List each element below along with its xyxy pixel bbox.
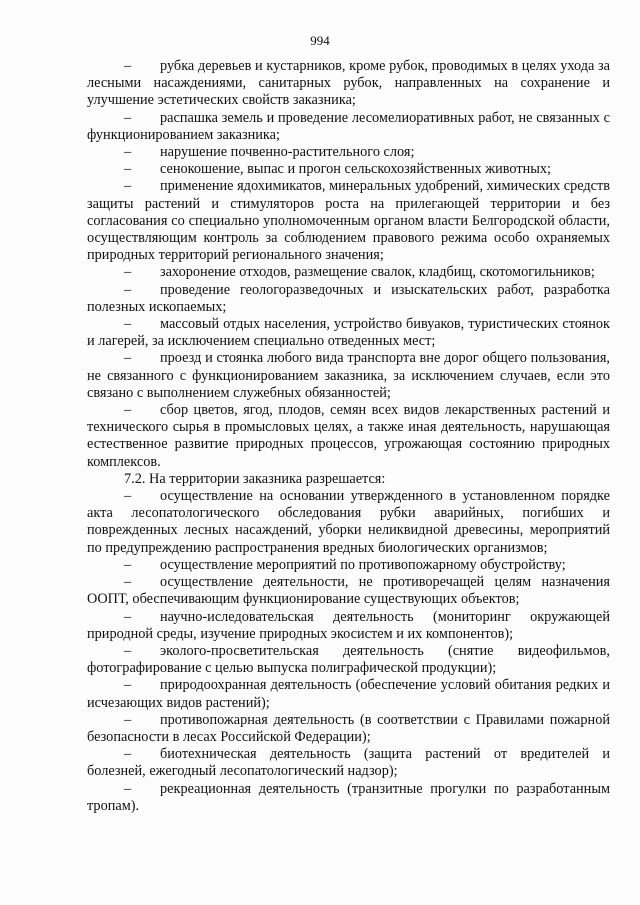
list-item-text: проведение геологоразведочных и изыскательских работ, разработка полезных ископаемых; bbox=[87, 281, 610, 315]
list-dash: – bbox=[124, 161, 132, 178]
list-dash: – bbox=[124, 608, 132, 625]
list-item bbox=[87, 781, 610, 815]
list-item-text: массовый отдых населения, устройство бивуаков, туристических стоянок и лагерей, за исключением специально отведенных мест; bbox=[87, 316, 610, 350]
list-item-text: противопожарная деятельность (в соответствии с Правилами пожарной безопасности в лесах Российской Федерации); bbox=[87, 711, 610, 745]
list-dash: – bbox=[124, 556, 132, 573]
list-item bbox=[87, 316, 610, 350]
list-item bbox=[87, 677, 610, 711]
list-item bbox=[87, 282, 610, 316]
list-item-text: осуществление деятельности, не противоречащей целям назначения ООПТ, обеспечивающим функционирование существующих объектов; bbox=[87, 574, 610, 608]
document-body bbox=[87, 58, 610, 815]
list-item bbox=[87, 712, 610, 746]
list-item bbox=[87, 488, 610, 557]
list-dash: – bbox=[124, 402, 132, 419]
list-item-text: проезд и стоянка любого вида транспорта вне дорог общего пользования, не связанного с функционированием заказника, за исключением случаев, если это связано с выполнением служебных обязанностей; bbox=[87, 350, 610, 401]
list-item-text: рубка деревьев и кустарников, кроме рубок, проводимых в целях ухода за лесными насаждениями, санитарных рубок, направленных на сохранение и улучшение эстетических свойств заказника; bbox=[87, 58, 610, 109]
list-item bbox=[87, 643, 610, 677]
list-dash: – bbox=[124, 677, 132, 694]
list-item bbox=[87, 161, 610, 178]
list-item-text: научно-иследовательская деятельность (мониторинг окружающей природной среды, изучение природных экосистем и их компонентов); bbox=[87, 608, 610, 642]
list-item-text: нарушение почвенно-растительного слоя; bbox=[160, 144, 415, 161]
prohibited-activities-list bbox=[87, 58, 610, 471]
list-item-text: природоохранная деятельность (обеспечение условий обитания редких и исчезающих видов растений); bbox=[87, 677, 610, 711]
list-item-text: биотехническая деятельность (защита растений от вредителей и болезней, ежегодный лесопатологический надзор); bbox=[87, 746, 610, 780]
list-item bbox=[87, 178, 610, 264]
list-item bbox=[87, 110, 610, 144]
list-dash: – bbox=[124, 350, 132, 367]
list-item bbox=[87, 350, 610, 402]
list-item-text: распашка земель и проведение лесомелиоративных работ, не связанных с функционированием заказника; bbox=[87, 109, 610, 143]
list-dash: – bbox=[124, 58, 132, 74]
list-dash: – bbox=[124, 711, 132, 728]
list-dash: – bbox=[124, 574, 132, 591]
list-item bbox=[87, 557, 610, 574]
list-dash: – bbox=[124, 642, 132, 659]
list-item-text: применение ядохимикатов, минеральных удобрений, химических средств защиты растений и стимуляторов роста на прилегающей территории и без согласования со специально уполномоченным органом власти Белгородской области, осуществляющим контроль за соблюдением правового режима особо охраняемых природных территорий регионального значения; bbox=[87, 178, 610, 264]
list-item bbox=[87, 144, 610, 161]
list-item-text: эколого-просветительская деятельность (снятие видеофильмов, фотографирование с целью выпуска полиграфической продукции); bbox=[87, 642, 610, 677]
list-item-text: сенокошение, выпас и прогон сельскохозяйственных животных; bbox=[160, 161, 552, 178]
list-dash: – bbox=[124, 746, 132, 763]
list-item-text: рекреационная деятельность (транзитные прогулки по разработанным тропам). bbox=[87, 780, 610, 814]
list-dash: – bbox=[124, 264, 132, 281]
list-item bbox=[87, 402, 610, 471]
list-dash: – bbox=[124, 281, 132, 298]
list-item-text: осуществление на основании утвержденного в установленном порядке акта лесопатологического обследования рубки аварийных, погибших и поврежденных лесных насаждений, уборки неликвидной древесины, мероприятий по предупреждению распространения вредных биологических организмов; bbox=[87, 488, 610, 556]
list-dash: – bbox=[124, 316, 132, 333]
section-heading: 7.2. На территории заказника разрешается: bbox=[124, 470, 386, 487]
list-dash: – bbox=[124, 144, 132, 161]
list-item bbox=[87, 746, 610, 780]
list-dash: – bbox=[124, 178, 132, 195]
list-item-text: захоронение отходов, размещение свалок, кладбищ, скотомогильников; bbox=[160, 264, 595, 281]
permitted-activities-list bbox=[87, 488, 610, 815]
page-number: 994 bbox=[310, 33, 330, 48]
list-item-text: сбор цветов, ягод, плодов, семян всех видов лекарственных растений и технического сырья в промысловых целях, а также иная деятельность, нарушающая естественное развитие природных процессов, угрожающая состоянию природных комплексов. bbox=[87, 402, 610, 470]
list-item bbox=[87, 58, 610, 110]
list-dash: – bbox=[124, 488, 132, 505]
list-item bbox=[87, 574, 610, 608]
list-dash: – bbox=[124, 109, 132, 126]
list-item bbox=[87, 609, 610, 643]
list-item-text: осуществление мероприятий по противопожарному обустройству; bbox=[160, 556, 566, 573]
list-item bbox=[87, 264, 610, 281]
list-dash: – bbox=[124, 780, 132, 797]
